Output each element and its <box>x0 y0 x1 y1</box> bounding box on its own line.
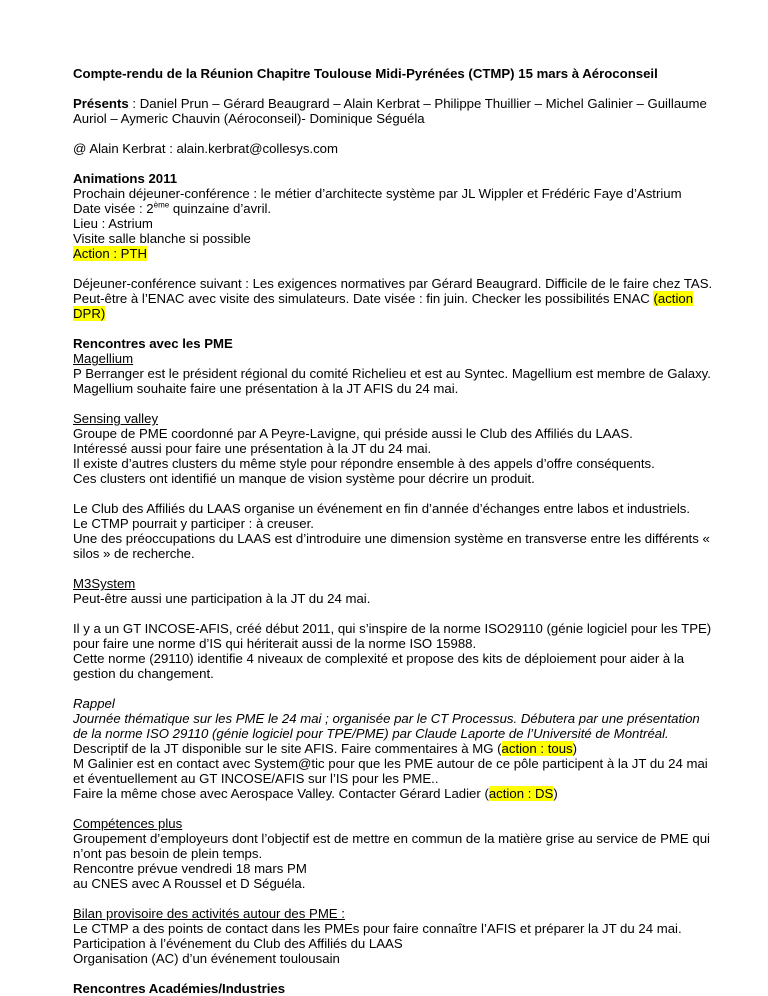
location-line: Lieu : Astrium <box>73 216 153 231</box>
rappel-text: Faire la même chose avec Aerospace Valley. Contacter Gérard Ladier ( <box>73 786 489 801</box>
gt-line: Il y a un GT INCOSE-AFIS, créé début 2011, qui s’inspire de la norme ISO29110 (génie logiciel pour les TPE) pour faire une norme d’IS qui hériterait aussi de la norme ISO 15988. <box>73 621 712 651</box>
laas-line: Le Club des Affiliés du LAAS organise un événement en fin d’année d’échanges entre labos et industriels. <box>73 501 691 516</box>
ordinal-superscript: ème <box>153 200 170 210</box>
magellium-line: P Berranger est le président régional du comité Richelieu et est au Syntec. Magellium est membre de Galaxy. <box>73 366 711 381</box>
laas-line: Une des préoccupations du LAAS est d’introduire une dimension système en transverse entre les différents « silos » de recherche. <box>73 531 710 561</box>
bilan-line: Le CTMP a des points de contact dans les PMEs pour faire connaître l’AFIS et préparer la JT du 24 mai. <box>73 921 682 936</box>
subheading-magellium: Magellium <box>73 351 134 366</box>
m3system-line: Peut-être aussi une participation à la JT du 24 mai. <box>73 591 371 606</box>
target-date-prefix: Date visée : 2 <box>73 201 154 216</box>
attendees <box>73 96 713 126</box>
action-item-pth <box>73 246 713 261</box>
rappel-text: ) <box>553 786 558 801</box>
rappel-line: M Galinier est en contact avec System@tic pour que les PME autour de ce pôle participent à la JT du 24 mai et éventuellement au GT INCOSE/AFIS sur l’IS pour les PME.. <box>73 756 708 786</box>
section-heading-academies: Rencontres Académies/Industries <box>73 981 286 996</box>
document-page <box>73 66 713 996</box>
subheading-bilan: Bilan provisoire des activités autour des PME : <box>73 906 345 921</box>
attendees-list: : Daniel Prun – Gérard Beaugrard – Alain Kerbrat – Philippe Thuillier – Michel Galinier – Guillaume Auriol – Aymeric Chauvin (Aéroconseil)- Dominique Séguéla <box>73 96 707 126</box>
bilan-line: Organisation (AC) d’un événement toulousain <box>73 951 340 966</box>
sensing-line: Ces clusters ont identifié un manque de vision système pour décrire un produit. <box>73 471 535 486</box>
subheading-competences-plus: Compétences plus <box>73 816 183 831</box>
action-highlight: Action : PTH <box>73 246 148 261</box>
subheading-m3system: M3System <box>73 576 136 591</box>
action-highlight: action : DS <box>488 786 554 801</box>
document-title: Compte-rendu de la Réunion Chapitre Toulouse Midi-Pyrénées (CTMP) 15 mars à Aéroconseil <box>73 66 658 81</box>
laas-line: Le CTMP pourrait y participer : à creuser. <box>73 516 314 531</box>
action-highlight: action : tous <box>501 741 573 756</box>
target-date <box>73 201 713 216</box>
bilan-line: Participation à l’événement du Club des Affiliés du LAAS <box>73 936 403 951</box>
rappel-line <box>73 786 713 801</box>
rappel-text: Descriptif de la JT disponible sur le site AFIS. Faire commentaires à MG ( <box>73 741 502 756</box>
section-heading-animations: Animations 2011 <box>73 171 178 186</box>
animations-line: Prochain déjeuner-conférence : le métier d’architecte système par JL Wippler et Frédéric Faye d’Astrium <box>73 186 682 201</box>
action-highlight: (action DPR) <box>73 291 694 321</box>
subheading-sensing-valley: Sensing valley <box>73 411 159 426</box>
target-date-suffix: quinzaine d’avril. <box>169 201 272 216</box>
contact-line: @ Alain Kerbrat : alain.kerbrat@collesys.com <box>73 141 338 156</box>
sensing-line: Groupe de PME coordonné par A Peyre-Lavigne, qui préside aussi le Club des Affiliés du LAAS. <box>73 426 633 441</box>
sensing-line: Intéressé aussi pour faire une présentation à la JT du 24 mai. <box>73 441 432 456</box>
sensing-line: Il existe d’autres clusters du même style pour répondre ensemble à des appels d’offre conséquents. <box>73 456 655 471</box>
competences-line: Rencontre prévue vendredi 18 mars PM <box>73 861 307 876</box>
rappel-line <box>73 741 713 756</box>
rappel-text: ) <box>572 741 578 756</box>
visit-line: Visite salle blanche si possible <box>73 231 251 246</box>
competences-line: au CNES avec A Roussel et D Séguéla. <box>73 876 306 891</box>
competences-line: Groupement d’employeurs dont l’objectif est de mettre en commun de la matière grise au service de PME qui n’ont pas besoin de plein temps. <box>73 831 710 861</box>
magellium-line: Magellium souhaite faire une présentation à la JT AFIS du 24 mai. <box>73 381 459 396</box>
rappel-line: Journée thématique sur les PME le 24 mai ; organisée par le CT Processus. Débutera par une présentation de la norme ISO 29110 (génie logiciel pour TPE/PME) par Claude Laporte de l’Université de Montréal. <box>73 711 700 741</box>
section-heading-pme: Rencontres avec les PME <box>73 336 233 351</box>
attendees-label: Présents <box>73 96 129 111</box>
next-lunch-text: Déjeuner-conférence suivant : Les exigences normatives par Gérard Beaugrard. Difficile de le faire chez TAS. Peut-être à l’ENAC avec visite des simulateurs. Date visée : fin juin. Checker les possibilités ENAC <box>73 276 713 306</box>
gt-line: Cette norme (29110) identifie 4 niveaux de complexité et propose des kits de déploiement pour aider à la gestion du changement. <box>73 651 685 681</box>
next-lunch-paragraph <box>73 276 713 321</box>
subheading-rappel: Rappel <box>73 696 115 711</box>
